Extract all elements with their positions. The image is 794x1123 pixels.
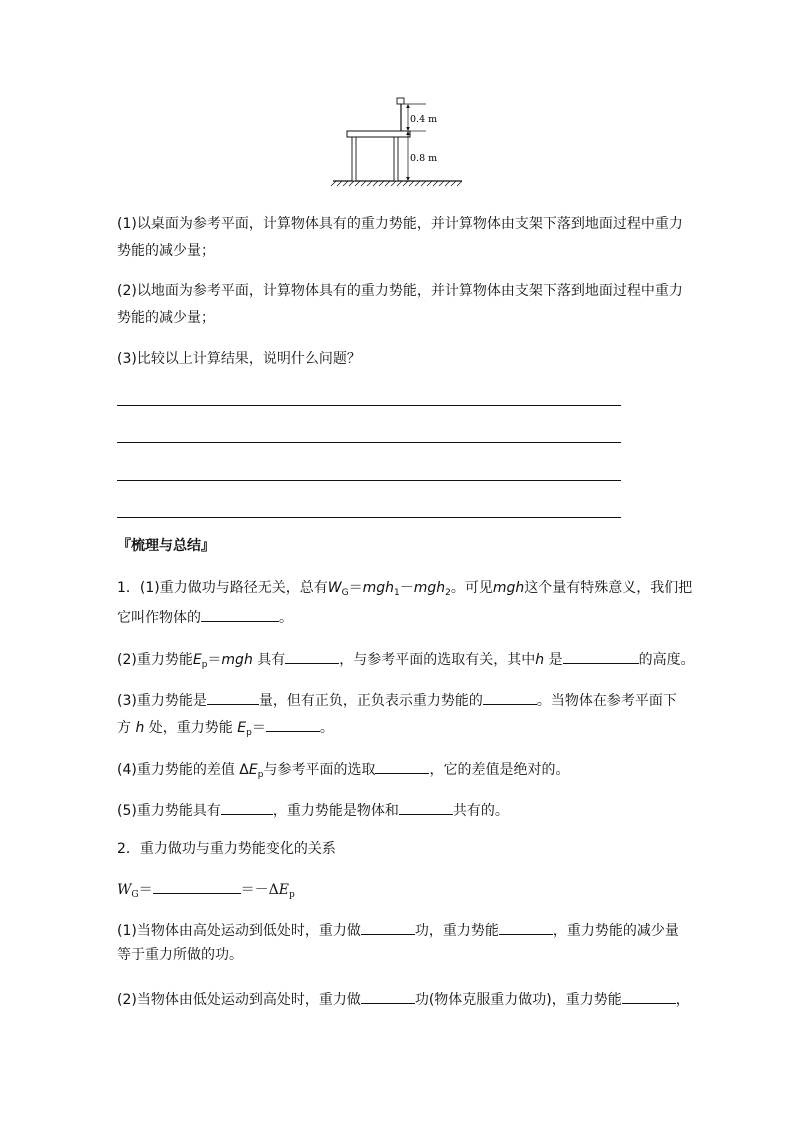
question-2-line1: (2)以地面为参考平面，计算物体具有的重力势能，并计算物体由支架下落到地面过程中重力 [117, 283, 683, 299]
summary-item-2: (2)重力势能$E_p=mgh$ 具有 ，与参考平面的选取有关，其中h 是 的高度。 [117, 652, 695, 670]
fill-blank[interactable] [361, 990, 415, 1004]
fill-blank[interactable] [207, 691, 259, 705]
question-1-line2: 势能的减少量； [117, 243, 215, 259]
fill-blank[interactable] [375, 760, 429, 774]
fill-blank[interactable] [399, 801, 453, 815]
summary-item-4: (4)重力势能的差值 $\Delta E_p$与参考平面的选取 ，它的差值是绝对的。 [117, 762, 570, 780]
question-2-line2: 势能的减少量； [117, 310, 215, 326]
relation-title: 2．重力做功与重力势能变化的关系 [117, 841, 336, 857]
summary-item-3-line1: (3)重力势能是 量，但有正负，正负表示重力势能的 。当物体在参考平面下 [117, 693, 677, 709]
fill-blank[interactable] [201, 608, 279, 622]
summary-item-3-line2: 方 h 处，重力势能 $E_p=$ 。 [117, 720, 334, 738]
fill-blank[interactable] [285, 650, 339, 664]
fill-blank[interactable] [266, 718, 320, 732]
summary-item-1-line1: 1．(1)重力做功与路径无关，总有$W_G=mgh_1-mgh_2$。可见mgh这个量有特殊意义，我们把 [117, 580, 693, 598]
relation-item-1-line2: 等于重力所做的功。 [117, 947, 243, 963]
fill-blank[interactable] [622, 990, 676, 1004]
relation-item-2: (2)当物体由低处运动到高处时，重力做 功(物体克服重力做功)，重力势能 ， [117, 992, 690, 1008]
fill-blank[interactable] [563, 650, 639, 664]
answer-line[interactable] [117, 480, 621, 481]
fill-blank[interactable] [221, 801, 273, 815]
summary-item-5: (5)重力势能具有 ，重力势能是物体和 共有的。 [117, 803, 509, 819]
label-0.8m: 0.8 m [410, 153, 438, 164]
summary-item-1-line2: 它叫作物体的 。 [117, 610, 293, 626]
summary-heading: 『梳理与总结』 [117, 538, 215, 554]
answer-line[interactable] [117, 405, 621, 406]
fill-blank[interactable] [499, 921, 553, 935]
relation-item-1-line1: (1)当物体由高处运动到低处时，重力做 功，重力势能 ，重力势能的减少量 [117, 923, 679, 939]
label-0.4m: 0.4 m [410, 114, 438, 125]
fill-blank[interactable] [153, 880, 241, 894]
answer-line[interactable] [117, 442, 621, 443]
answer-line[interactable] [117, 517, 621, 518]
relation-formula: $W_G= =-\Delta E_p$ [117, 882, 295, 900]
question-1-line1: (1)以桌面为参考平面，计算物体具有的重力势能，并计算物体由支架下落到地面过程中重力 [117, 216, 683, 232]
table-figure [330, 95, 465, 190]
question-3: (3)比较以上计算结果，说明什么问题？ [117, 351, 361, 367]
fill-blank[interactable] [483, 691, 537, 705]
fill-blank[interactable] [361, 921, 415, 935]
